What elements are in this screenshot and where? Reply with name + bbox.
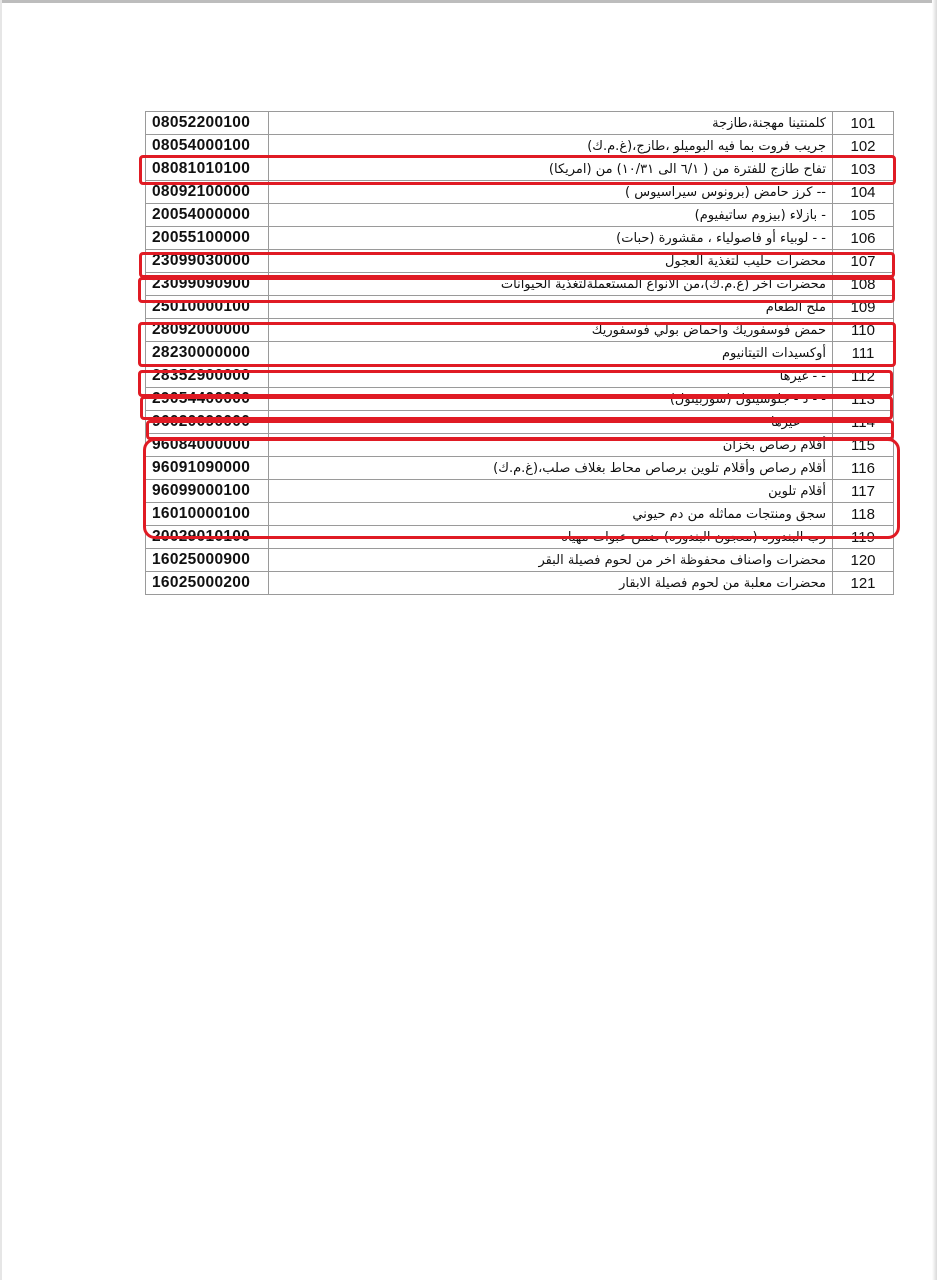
row-number: 109 xyxy=(833,296,894,319)
hs-code: 20029010100 xyxy=(146,526,269,549)
page-edge-left xyxy=(0,0,2,1280)
row-number: 106 xyxy=(833,227,894,250)
highlight-box-rows-110-111 xyxy=(138,322,896,367)
item-description: كلمنتينا مهجنة،طازجة xyxy=(269,112,833,135)
table-row xyxy=(146,227,894,250)
row-number: 117 xyxy=(833,480,894,503)
row-number: 120 xyxy=(833,549,894,572)
highlight-box-row-114 xyxy=(146,420,894,440)
hs-code: 20054000000 xyxy=(146,204,269,227)
item-description: - بازلاء (بيزوم ساتيفيوم) xyxy=(269,204,833,227)
highlight-box-row-112 xyxy=(138,370,893,397)
hs-code: 08054000100 xyxy=(146,135,269,158)
item-description: أقلام رصاص وأقلام تلوين برصاص محاط بغلاف صلب،(غ.م.ك) xyxy=(269,457,833,480)
row-number: 118 xyxy=(833,503,894,526)
row-number: 105 xyxy=(833,204,894,227)
hs-code: 08092100000 xyxy=(146,181,269,204)
row-number: 102 xyxy=(833,135,894,158)
hs-code: 16025000900 xyxy=(146,549,269,572)
hs-code: 08081010100 xyxy=(146,158,269,181)
row-number: 113 xyxy=(833,388,894,411)
hs-code: 96091090000 xyxy=(146,457,269,480)
item-description: تفاح طازج للفترة من ( ٦/١ الى ١٠/٣١) من (امريكا) xyxy=(269,158,833,181)
table-row xyxy=(146,204,894,227)
hs-code: 16025000200 xyxy=(146,572,269,595)
row-number: 103 xyxy=(833,158,894,181)
row-number: 104 xyxy=(833,181,894,204)
highlight-box-row-107 xyxy=(139,252,895,278)
highlight-box-row-108 xyxy=(138,277,895,303)
item-description: رب البندوره (معجون البندوره) ضمن عبوات مهياه xyxy=(269,526,833,549)
hs-code: 96020090000 xyxy=(146,411,269,434)
table-row xyxy=(146,549,894,572)
hs-code: 96099000100 xyxy=(146,480,269,503)
item-description: جريب فروت بما فيه البوميلو ،طازج،(غ.م.ك) xyxy=(269,135,833,158)
row-number: 112 xyxy=(833,365,894,388)
highlight-box-row-103 xyxy=(139,155,896,185)
hs-code: 20055100000 xyxy=(146,227,269,250)
highlight-box-row-113 xyxy=(140,396,893,420)
row-number: 119 xyxy=(833,526,894,549)
row-number: 108 xyxy=(833,273,894,296)
table-row xyxy=(146,112,894,135)
page-edge-right xyxy=(932,0,937,1280)
item-description: أقلام تلوين xyxy=(269,480,833,503)
hs-code: 23099030000 xyxy=(146,250,269,273)
row-number: 101 xyxy=(833,112,894,135)
item-description: -- كرز حامض (برونوس سيراسيوس ) xyxy=(269,181,833,204)
hs-code: 16010000100 xyxy=(146,503,269,526)
row-number: 107 xyxy=(833,250,894,273)
page-edge-top xyxy=(0,0,937,3)
row-number: 115 xyxy=(833,434,894,457)
hs-code: 28230000000 xyxy=(146,342,269,365)
hs-code: 25010000100 xyxy=(146,296,269,319)
item-description: سجق ومنتجات مماثله من دم حيوني xyxy=(269,503,833,526)
row-number: 110 xyxy=(833,319,894,342)
hs-code: 28092000000 xyxy=(146,319,269,342)
row-number: 114 xyxy=(833,411,894,434)
item-description: - - غيرها xyxy=(269,365,833,388)
item-description: - - د - جلوسيتول (سوربيتول) xyxy=(269,388,833,411)
item-description: أقلام رصاص بخزان xyxy=(269,434,833,457)
hs-code: 29054400000 xyxy=(146,388,269,411)
item-description: - - لوبياء أو فاصولياء ، مقشورة (حبات) xyxy=(269,227,833,250)
row-number: 111 xyxy=(833,342,894,365)
highlight-box-rows-115-118 xyxy=(143,438,900,539)
item-description: - - - غيرها xyxy=(269,411,833,434)
hs-code: 08052200100 xyxy=(146,112,269,135)
hs-code: 96084000000 xyxy=(146,434,269,457)
item-description: محضرات معلبة من لحوم فصيلة الابقار xyxy=(269,572,833,595)
item-description: محضرات واصناف محفوظة اخر من لحوم فصيلة البقر xyxy=(269,549,833,572)
row-number: 121 xyxy=(833,572,894,595)
hs-code: 23099090900 xyxy=(146,273,269,296)
item-description: ملح الطعام xyxy=(269,296,833,319)
hs-code: 28352900000 xyxy=(146,365,269,388)
row-number: 116 xyxy=(833,457,894,480)
item-description: أوكسيدات التيتانيوم xyxy=(269,342,833,365)
item-description: محضرات حليب لتغذية العجول xyxy=(269,250,833,273)
item-description: حمض فوسفوريك واحماض بولي فوسفوريك xyxy=(269,319,833,342)
table-row xyxy=(146,572,894,595)
item-description: محضرات اخر (غ.م.ك)،من الانواع المستعملةلتغذية الحيوانات xyxy=(269,273,833,296)
